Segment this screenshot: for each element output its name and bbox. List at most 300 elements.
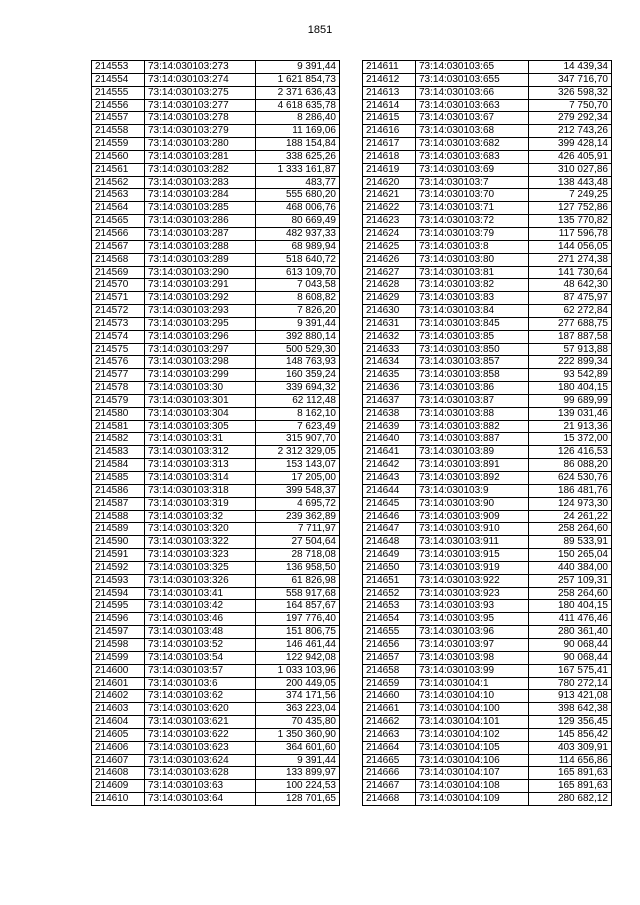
row-number-cell: 214564 [92,202,145,215]
value-cell: 558 917,68 [256,587,340,600]
cadastral-number-cell: 73:14:030103:286 [145,215,256,228]
table-row [92,638,340,651]
row-number-cell: 214569 [92,266,145,279]
cadastral-number-cell: 73:14:030103:89 [416,446,529,459]
row-number-cell: 214659 [363,677,416,690]
cadastral-number-cell: 73:14:030103:299 [145,369,256,382]
cadastral-number-cell: 73:14:030104:106 [416,754,529,767]
row-number-cell: 214553 [92,61,145,74]
cadastral-number-cell: 73:14:030103:57 [145,664,256,677]
value-cell: 399 428,14 [529,138,612,151]
row-number-cell: 214571 [92,292,145,305]
value-cell: 483,77 [256,176,340,189]
row-number-cell: 214570 [92,279,145,292]
table-row [92,600,340,613]
table-row [363,677,612,690]
row-number-cell: 214596 [92,613,145,626]
row-number-cell: 214565 [92,215,145,228]
row-number-cell: 214656 [363,638,416,651]
table-row [92,317,340,330]
page-number: 1851 [307,24,333,36]
value-cell: 338 625,26 [256,150,340,163]
value-cell: 279 292,34 [529,112,612,125]
table-row [363,382,612,395]
value-cell: 364 601,60 [256,741,340,754]
value-cell: 62 272,84 [529,305,612,318]
row-number-cell: 214566 [92,227,145,240]
row-number-cell: 214644 [363,484,416,497]
row-number-cell: 214578 [92,382,145,395]
cadastral-number-cell: 73:14:030103:69 [416,163,529,176]
value-cell: 8 286,40 [256,112,340,125]
cadastral-number-cell: 73:14:030103:683 [416,150,529,163]
cadastral-number-cell: 73:14:030103:287 [145,227,256,240]
cadastral-number-cell: 73:14:030103:919 [416,561,529,574]
cadastral-number-cell: 73:14:030103:923 [416,587,529,600]
value-cell: 48 642,30 [529,279,612,292]
row-number-cell: 214582 [92,433,145,446]
value-cell: 62 112,48 [256,394,340,407]
cadastral-number-cell: 73:14:030103:95 [416,613,529,626]
table-row [92,677,340,690]
value-cell: 280 361,40 [529,626,612,639]
value-cell: 145 856,42 [529,728,612,741]
row-number-cell: 214634 [363,356,416,369]
cadastral-number-cell: 73:14:030104:105 [416,741,529,754]
table-row [92,215,340,228]
cadastral-number-cell: 73:14:030103:99 [416,664,529,677]
row-number-cell: 214635 [363,369,416,382]
value-cell: 399 548,37 [256,484,340,497]
value-cell: 913 421,08 [529,690,612,703]
value-cell: 135 770,82 [529,215,612,228]
value-cell: 57 913,88 [529,343,612,356]
cadastral-number-cell: 73:14:030104:102 [416,728,529,741]
row-number-cell: 214663 [363,728,416,741]
cadastral-number-cell: 73:14:030103:915 [416,549,529,562]
row-number-cell: 214563 [92,189,145,202]
cadastral-number-cell: 73:14:030103:277 [145,99,256,112]
row-number-cell: 214642 [363,459,416,472]
table-row [92,484,340,497]
cadastral-number-cell: 73:14:030103:87 [416,394,529,407]
value-cell: 28 718,08 [256,549,340,562]
value-cell: 164 857,67 [256,600,340,613]
cadastral-number-cell: 73:14:030103:909 [416,510,529,523]
row-number-cell: 214614 [363,99,416,112]
table-row [92,561,340,574]
table-row [363,138,612,151]
row-number-cell: 214623 [363,215,416,228]
value-cell: 1 333 161,87 [256,163,340,176]
value-cell: 315 907,70 [256,433,340,446]
value-cell: 482 937,33 [256,227,340,240]
row-number-cell: 214640 [363,433,416,446]
cadastral-number-cell: 73:14:030104:10 [416,690,529,703]
value-cell: 8 608,82 [256,292,340,305]
table-row [92,61,340,74]
table-row [363,266,612,279]
table-row [92,86,340,99]
value-cell: 500 529,30 [256,343,340,356]
cadastral-number-cell: 73:14:030103:623 [145,741,256,754]
row-number-cell: 214667 [363,780,416,793]
value-cell: 27 504,64 [256,536,340,549]
row-number-cell: 214617 [363,138,416,151]
value-cell: 180 404,15 [529,600,612,613]
table-row [92,510,340,523]
value-cell: 186 481,76 [529,484,612,497]
row-number-cell: 214626 [363,253,416,266]
value-cell: 165 891,63 [529,780,612,793]
row-number-cell: 214557 [92,112,145,125]
row-number-cell: 214576 [92,356,145,369]
value-cell: 326 598,32 [529,86,612,99]
table-row [363,61,612,74]
value-cell: 4 618 635,78 [256,99,340,112]
row-number-cell: 214650 [363,561,416,574]
value-cell: 1 033 103,96 [256,664,340,677]
value-cell: 347 716,70 [529,73,612,86]
cadastral-number-cell: 73:14:030104:1 [416,677,529,690]
row-number-cell: 214584 [92,459,145,472]
table-row [92,793,340,806]
row-number-cell: 214620 [363,176,416,189]
value-cell: 200 449,05 [256,677,340,690]
table-row [363,215,612,228]
cadastral-number-cell: 73:14:030103:325 [145,561,256,574]
cadastral-number-cell: 73:14:030103:68 [416,125,529,138]
cadastral-number-cell: 73:14:030103:30 [145,382,256,395]
row-number-cell: 214602 [92,690,145,703]
cadastral-number-cell: 73:14:030103:82 [416,279,529,292]
table-row [363,549,612,562]
value-cell: 258 264,60 [529,587,612,600]
value-cell: 440 384,00 [529,561,612,574]
row-number-cell: 214561 [92,163,145,176]
cadastral-number-cell: 73:14:030103:72 [416,215,529,228]
row-number-cell: 214615 [363,112,416,125]
cadastral-number-cell: 73:14:030103:67 [416,112,529,125]
row-number-cell: 214579 [92,394,145,407]
cadastral-number-cell: 73:14:030103:46 [145,613,256,626]
value-cell: 17 205,00 [256,472,340,485]
row-number-cell: 214586 [92,484,145,497]
value-cell: 212 743,26 [529,125,612,138]
row-number-cell: 214559 [92,138,145,151]
value-cell: 310 027,86 [529,163,612,176]
cadastral-number-cell: 73:14:030103:98 [416,651,529,664]
value-cell: 14 439,34 [529,61,612,74]
table-row [92,292,340,305]
table-row [92,330,340,343]
row-number-cell: 214625 [363,240,416,253]
cadastral-number-cell: 73:14:030103:297 [145,343,256,356]
row-number-cell: 214556 [92,99,145,112]
value-cell: 258 264,60 [529,523,612,536]
value-cell: 138 443,48 [529,176,612,189]
value-cell: 7 826,20 [256,305,340,318]
row-number-cell: 214662 [363,716,416,729]
row-number-cell: 214580 [92,407,145,420]
cadastral-number-cell: 73:14:030103:279 [145,125,256,138]
value-cell: 555 680,20 [256,189,340,202]
value-cell: 280 682,12 [529,793,612,806]
row-number-cell: 214598 [92,638,145,651]
table-row [92,253,340,266]
table-row [92,150,340,163]
table-row [363,780,612,793]
cadastral-number-cell: 73:14:030103:90 [416,497,529,510]
cadastral-number-cell: 73:14:030103:291 [145,279,256,292]
cadastral-number-cell: 73:14:030103:628 [145,767,256,780]
row-number-cell: 214554 [92,73,145,86]
value-cell: 7 750,70 [529,99,612,112]
cadastral-number-cell: 73:14:030103:314 [145,472,256,485]
row-number-cell: 214591 [92,549,145,562]
cadastral-number-cell: 73:14:030103:88 [416,407,529,420]
row-number-cell: 214573 [92,317,145,330]
cadastral-number-cell: 73:14:030103:284 [145,189,256,202]
value-cell: 8 162,10 [256,407,340,420]
row-number-cell: 214605 [92,728,145,741]
value-cell: 124 973,30 [529,497,612,510]
value-cell: 70 435,80 [256,716,340,729]
value-cell: 127 752,86 [529,202,612,215]
table-row [363,292,612,305]
cadastral-number-cell: 73:14:030103:281 [145,150,256,163]
value-cell: 90 068,44 [529,638,612,651]
table-row [92,613,340,626]
cadastral-number-cell: 73:14:030103:663 [416,99,529,112]
table-row [363,317,612,330]
cadastral-number-cell: 73:14:030103:273 [145,61,256,74]
table-row [363,716,612,729]
value-cell: 7 043,58 [256,279,340,292]
table-row [363,703,612,716]
table-row [92,549,340,562]
cadastral-number-cell: 73:14:030103:295 [145,317,256,330]
row-number-cell: 214664 [363,741,416,754]
row-number-cell: 214651 [363,574,416,587]
value-cell: 426 405,91 [529,150,612,163]
table-row [92,189,340,202]
value-cell: 613 109,70 [256,266,340,279]
row-number-cell: 214665 [363,754,416,767]
row-number-cell: 214601 [92,677,145,690]
row-number-cell: 214619 [363,163,416,176]
table-row [363,369,612,382]
value-cell: 7 711,97 [256,523,340,536]
cadastral-number-cell: 73:14:030103:301 [145,394,256,407]
value-cell: 151 806,75 [256,626,340,639]
row-number-cell: 214590 [92,536,145,549]
value-cell: 153 143,07 [256,459,340,472]
cadastral-number-cell: 73:14:030103:42 [145,600,256,613]
cadastral-number-cell: 73:14:030103:282 [145,163,256,176]
table-row [363,767,612,780]
table-row [92,626,340,639]
cadastral-number-cell: 73:14:030103:52 [145,638,256,651]
row-number-cell: 214631 [363,317,416,330]
table-row [92,394,340,407]
table-row [92,343,340,356]
cadastral-number-cell: 73:14:030103:85 [416,330,529,343]
table-row [92,99,340,112]
cadastral-number-cell: 73:14:030103:280 [145,138,256,151]
cadastral-number-cell: 73:14:030103:887 [416,433,529,446]
row-number-cell: 214588 [92,510,145,523]
cadastral-number-cell: 73:14:030103:891 [416,459,529,472]
table-row [92,716,340,729]
table-row [363,330,612,343]
row-number-cell: 214660 [363,690,416,703]
table-row [363,459,612,472]
value-cell: 518 640,72 [256,253,340,266]
value-cell: 160 359,24 [256,369,340,382]
table-row [92,202,340,215]
cadastral-number-cell: 73:14:030104:107 [416,767,529,780]
table-row [92,664,340,677]
table-row [92,125,340,138]
value-cell: 15 372,00 [529,433,612,446]
value-cell: 80 669,49 [256,215,340,228]
cadastral-number-cell: 73:14:030103:621 [145,716,256,729]
table-row [92,780,340,793]
table-row [92,651,340,664]
cadastral-number-cell: 73:14:030103:326 [145,574,256,587]
row-number-cell: 214604 [92,716,145,729]
cadastral-number-cell: 73:14:030103:283 [145,176,256,189]
cadastral-number-cell: 73:14:030103:882 [416,420,529,433]
row-number-cell: 214658 [363,664,416,677]
row-number-cell: 214629 [363,292,416,305]
table-row [363,394,612,407]
value-cell: 197 776,40 [256,613,340,626]
table-row [92,741,340,754]
table-row [363,741,612,754]
table-row [92,240,340,253]
value-cell: 374 171,56 [256,690,340,703]
value-cell: 277 688,75 [529,317,612,330]
value-cell: 139 031,46 [529,407,612,420]
row-number-cell: 214630 [363,305,416,318]
table-row [92,407,340,420]
table-row [92,587,340,600]
value-cell: 11 169,06 [256,125,340,138]
right-register-table [362,60,612,806]
value-cell: 398 642,38 [529,703,612,716]
row-number-cell: 214608 [92,767,145,780]
cadastral-number-cell: 73:14:030103:285 [145,202,256,215]
cadastral-number-cell: 73:14:030103:288 [145,240,256,253]
cadastral-number-cell: 73:14:030103:911 [416,536,529,549]
value-cell: 1 621 854,73 [256,73,340,86]
value-cell: 7 249,25 [529,189,612,202]
table-row [92,73,340,86]
value-cell: 187 887,58 [529,330,612,343]
table-row [363,600,612,613]
row-number-cell: 214610 [92,793,145,806]
value-cell: 146 461,44 [256,638,340,651]
table-row [92,138,340,151]
row-number-cell: 214595 [92,600,145,613]
value-cell: 86 088,20 [529,459,612,472]
value-cell: 99 689,99 [529,394,612,407]
table-row [363,561,612,574]
cadastral-number-cell: 73:14:030103:304 [145,407,256,420]
row-number-cell: 214622 [363,202,416,215]
cadastral-number-cell: 73:14:030103:81 [416,266,529,279]
row-number-cell: 214567 [92,240,145,253]
row-number-cell: 214633 [363,343,416,356]
table-row [92,279,340,292]
row-number-cell: 214572 [92,305,145,318]
table-row [363,227,612,240]
table-row [363,510,612,523]
value-cell: 68 989,94 [256,240,340,253]
table-row [363,626,612,639]
row-number-cell: 214581 [92,420,145,433]
table-row [363,343,612,356]
cadastral-number-cell: 73:14:030103:845 [416,317,529,330]
value-cell: 144 056,05 [529,240,612,253]
row-number-cell: 214627 [363,266,416,279]
row-number-cell: 214641 [363,446,416,459]
value-cell: 180 404,15 [529,382,612,395]
cadastral-number-cell: 73:14:030103:910 [416,523,529,536]
cadastral-number-cell: 73:14:030103:290 [145,266,256,279]
table-row [363,651,612,664]
value-cell: 93 542,89 [529,369,612,382]
value-cell: 150 265,04 [529,549,612,562]
value-cell: 7 623,49 [256,420,340,433]
value-cell: 271 274,38 [529,253,612,266]
value-cell: 129 356,45 [529,716,612,729]
row-number-cell: 214648 [363,536,416,549]
cadastral-number-cell: 73:14:030103:620 [145,703,256,716]
table-row [363,484,612,497]
table-row [92,703,340,716]
cadastral-number-cell: 73:14:030103:892 [416,472,529,485]
value-cell: 363 223,04 [256,703,340,716]
table-row [363,99,612,112]
value-cell: 780 272,14 [529,677,612,690]
value-cell: 87 475,97 [529,292,612,305]
table-row [92,163,340,176]
table-row [92,112,340,125]
value-cell: 165 891,63 [529,767,612,780]
value-cell: 339 694,32 [256,382,340,395]
cadastral-number-cell: 73:14:030103:857 [416,356,529,369]
table-row [363,305,612,318]
row-number-cell: 214583 [92,446,145,459]
cadastral-number-cell: 73:14:030103:313 [145,459,256,472]
value-cell: 141 730,64 [529,266,612,279]
cadastral-number-cell: 73:14:030103:622 [145,728,256,741]
cadastral-number-cell: 73:14:030103:624 [145,754,256,767]
cadastral-number-cell: 73:14:030103:32 [145,510,256,523]
table-row [363,536,612,549]
cadastral-number-cell: 73:14:030103:292 [145,292,256,305]
cadastral-number-cell: 73:14:030103:64 [145,793,256,806]
value-cell: 148 763,93 [256,356,340,369]
row-number-cell: 214555 [92,86,145,99]
value-cell: 122 942,08 [256,651,340,664]
cadastral-number-cell: 73:14:030104:108 [416,780,529,793]
table-row [92,459,340,472]
table-row [92,382,340,395]
